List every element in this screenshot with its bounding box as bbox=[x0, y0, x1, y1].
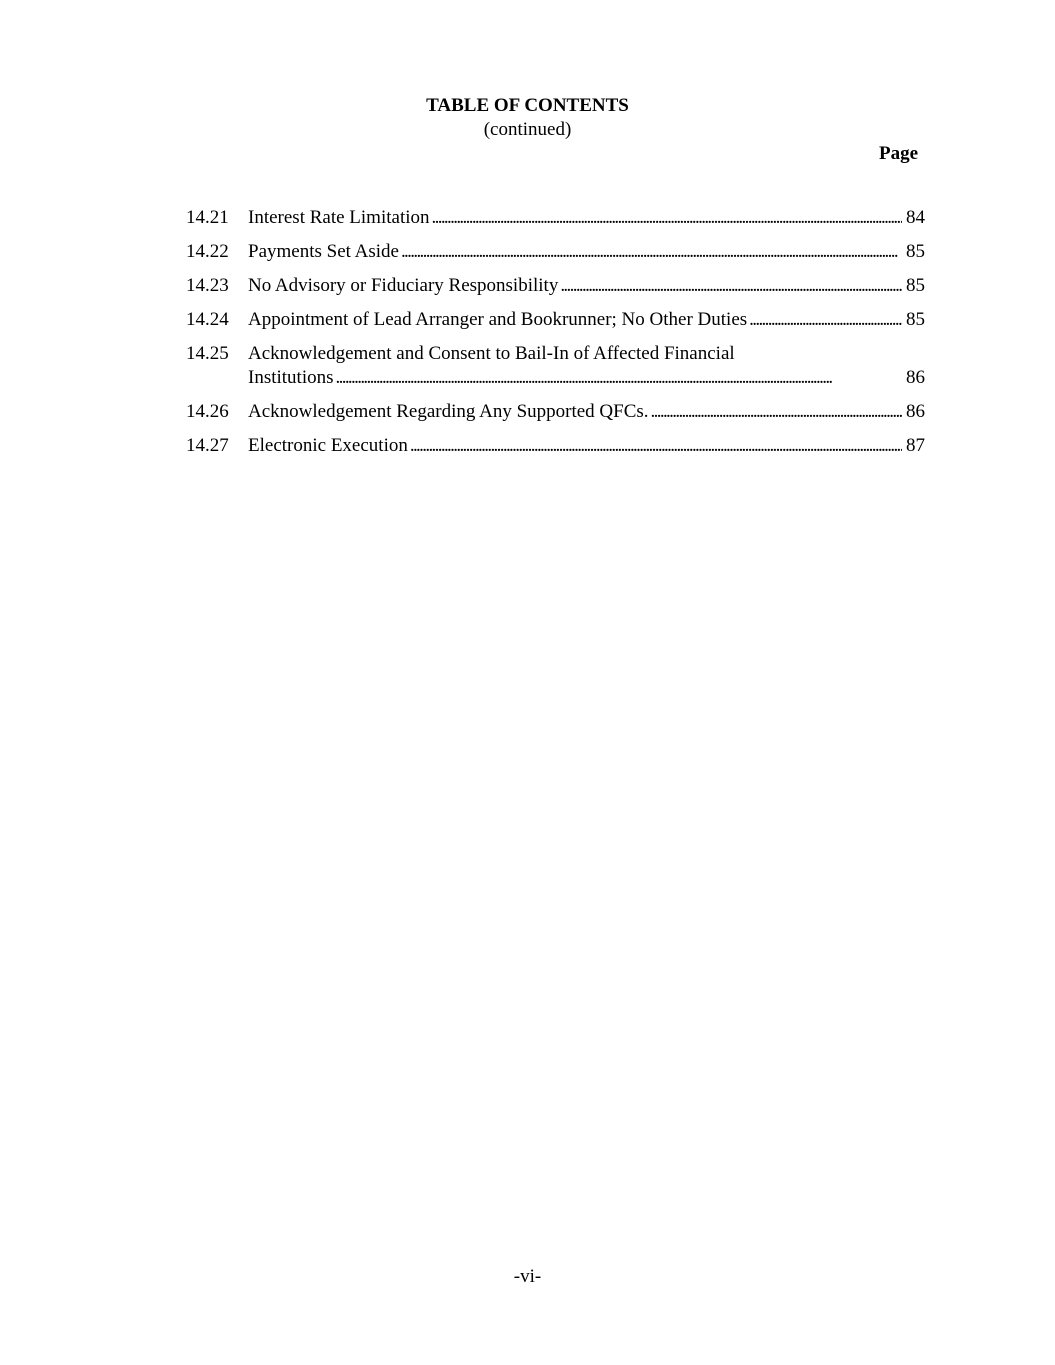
page-subtitle: (continued) bbox=[483, 119, 572, 140]
section-number: 14.27 bbox=[186, 435, 229, 456]
toc-entry-14-27[interactable] bbox=[186, 434, 925, 458]
page-column-header: Page bbox=[879, 143, 919, 164]
section-number: 14.22 bbox=[186, 241, 229, 262]
section-title-line1: Acknowledgement and Consent to Bail-In of Affected Financial bbox=[248, 343, 735, 364]
toc-entry-14-24[interactable] bbox=[186, 308, 925, 332]
dot-leader bbox=[336, 366, 902, 390]
section-title: Acknowledgement Regarding Any Supported QFCs. bbox=[248, 401, 649, 422]
section-title: Payments Set Aside bbox=[248, 241, 399, 262]
toc-entry-14-26[interactable] bbox=[186, 400, 925, 424]
toc-entry-14-25[interactable] bbox=[186, 342, 925, 390]
page-number: 86 bbox=[906, 367, 925, 388]
section-title-line2: Institutions bbox=[248, 367, 334, 388]
section-number: 14.23 bbox=[186, 275, 229, 296]
toc-entry-14-21[interactable] bbox=[186, 206, 925, 230]
toc-list bbox=[186, 206, 925, 468]
page-number: 86 bbox=[906, 401, 925, 422]
section-number: 14.26 bbox=[186, 401, 229, 422]
section-number: 14.21 bbox=[186, 207, 229, 228]
dot-leader bbox=[651, 400, 902, 424]
page-number: 85 bbox=[906, 275, 925, 296]
section-title: No Advisory or Fiduciary Responsibility bbox=[248, 275, 559, 296]
section-title: Electronic Execution bbox=[248, 435, 408, 456]
dot-leader bbox=[432, 206, 902, 230]
page-footer-number: -vi- bbox=[513, 1266, 542, 1287]
section-number: 14.24 bbox=[186, 309, 229, 330]
page-number: 84 bbox=[906, 207, 925, 228]
page-number: 85 bbox=[906, 241, 925, 262]
dot-leader bbox=[560, 274, 902, 298]
page-title: TABLE OF CONTENTS bbox=[426, 95, 629, 116]
page-number: 85 bbox=[906, 309, 925, 330]
section-title: Interest Rate Limitation bbox=[248, 207, 430, 228]
dot-leader bbox=[410, 434, 902, 458]
dot-leader bbox=[401, 240, 902, 264]
toc-entry-14-23[interactable] bbox=[186, 274, 925, 298]
section-number: 14.25 bbox=[186, 343, 229, 364]
section-title: Appointment of Lead Arranger and Bookrunner; No Other Duties bbox=[248, 309, 748, 330]
toc-entry-14-22[interactable] bbox=[186, 240, 925, 264]
dot-leader bbox=[749, 308, 902, 332]
page-number: 87 bbox=[906, 435, 925, 456]
